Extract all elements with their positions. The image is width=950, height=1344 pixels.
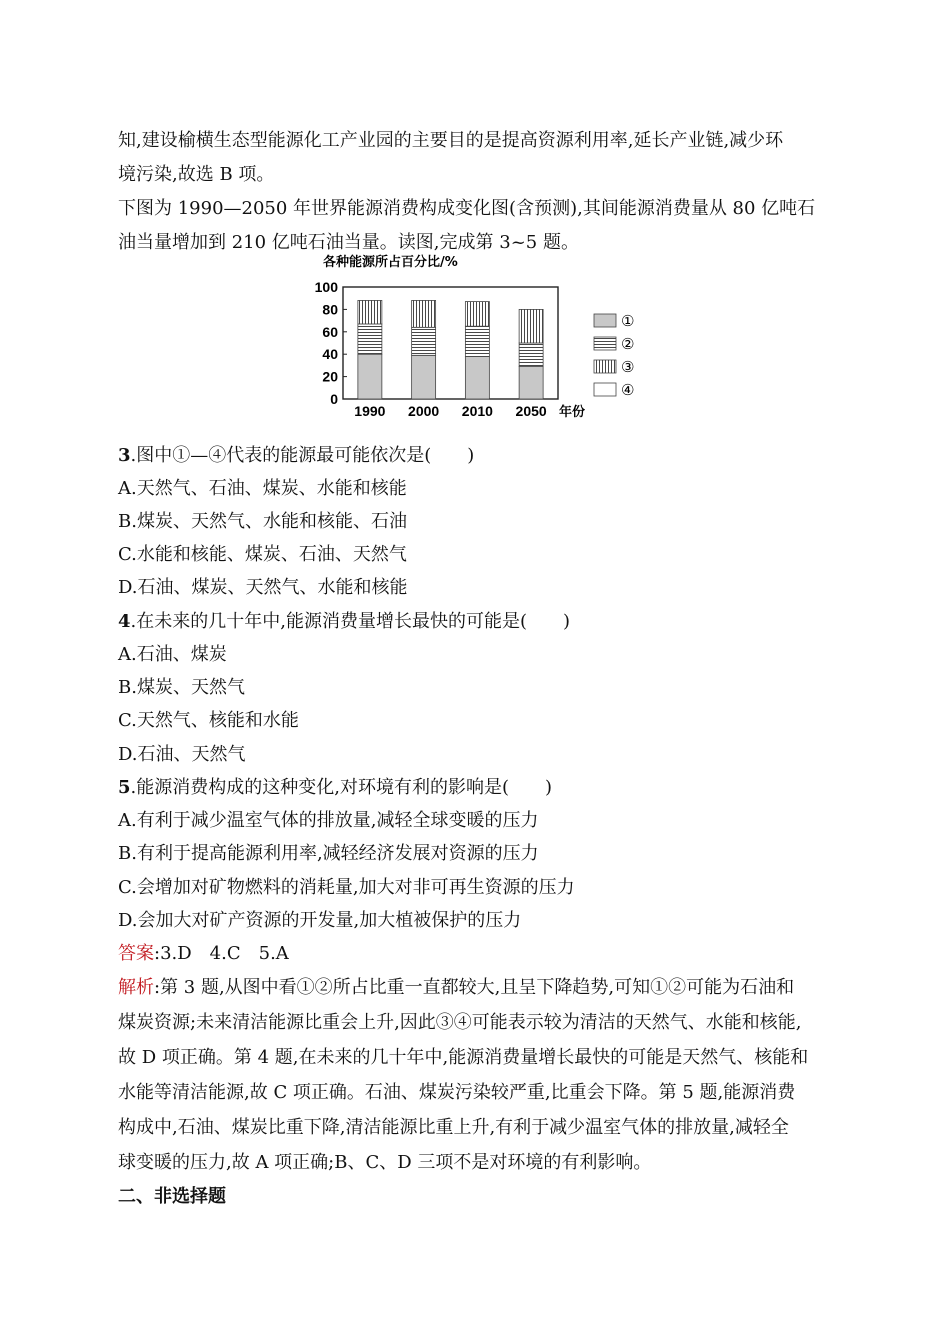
intro-line-4: 油当量增加到 210 亿吨石油当量。读图,完成第 3~5 题。 [118,232,579,253]
q4-option-d: D.石油、天然气 [118,744,246,765]
q3-option-d: D.石油、煤炭、天然气、水能和核能 [118,577,408,598]
q5-option-a: A.有利于减少温室气体的排放量,减轻全球变暖的压力 [118,810,539,831]
legend-swatch-2 [594,337,616,350]
analysis-line-3: 故 D 项正确。第 4 题,在未来的几十年中,能源消费量增长最快的可能是天然气、核能和 [118,1047,809,1068]
q4-option-b: B.煤炭、天然气 [118,677,245,698]
bar-segment-2 [465,326,489,356]
analysis-line-1 [118,975,794,1001]
analysis-line-4: 水能等清洁能源,故 C 项正确。石油、煤炭污染较严重,比重会下降。第 5 题,能源消费 [118,1082,796,1103]
x-axis-label: 年份 [559,405,586,420]
q3-number: 3 [118,445,131,466]
bar-segment-1 [358,354,382,399]
q5-option-b: B.有利于提高能源利用率,减轻经济发展对资源的压力 [118,843,539,864]
legend-swatch-4 [594,383,616,396]
chart-title: 各种能源所占百分比/% [323,255,458,270]
q3-option-a: A.天然气、石油、煤炭、水能和核能 [118,478,407,499]
q4-stem [118,609,570,635]
bar-segment-2 [358,324,382,354]
x-tick-label: 2050 [515,403,547,419]
analysis-label: 解析 [118,977,154,998]
q5-option-d: D.会加大对矿产资源的开发量,加大植被保护的压力 [118,910,522,931]
legend-label-2: ② [621,335,635,353]
bar-segment-3 [412,300,436,327]
answer-label: 答案 [118,943,154,964]
q5-text: .能源消费构成的这种变化,对环境有利的影响是( ) [130,777,553,798]
intro-line-1: 知,建设榆横生态型能源化工产业园的主要目的是提高资源利用率,延长产业链,减少环 [118,130,784,151]
legend-label-1: ① [621,312,635,330]
y-tick-label: 80 [322,301,338,318]
q3-text: .图中①—④代表的能源最可能依次是( ) [130,445,475,466]
analysis-line-6: 球变暖的压力,故 A 项正确;B、C、D 三项不是对环境的有利影响。 [118,1152,652,1173]
x-tick-label: 1990 [354,403,386,419]
bar-segment-1 [519,367,543,399]
x-tick-label: 2010 [461,403,493,419]
y-tick-label: 60 [322,323,338,340]
analysis-line-5: 构成中,石油、煤炭比重下降,清洁能源比重上升,有利于减少温室气体的排放量,减轻全 [118,1117,789,1138]
q4-number: 4 [118,611,131,632]
bar-segment-3 [519,309,543,343]
legend-label-4: ④ [621,381,635,399]
intro-line-2: 境污染,故选 B 项。 [118,164,275,185]
analysis-line-2: 煤炭资源;未来清洁能源比重会上升,因此③④可能表示较为清洁的天然气、水能和核能, [118,1012,802,1033]
bar-segment-2 [519,343,543,367]
q4-option-a: A.石油、煤炭 [118,644,227,665]
x-tick-label: 2000 [408,403,440,419]
q5-number: 5 [118,777,131,798]
y-tick-label: 100 [314,279,338,295]
bar-segment-1 [412,355,436,399]
bar-segment-1 [465,356,489,399]
q4-text: .在未来的几十年中,能源消费量增长最快的可能是( ) [130,611,571,632]
q3-option-b: B.煤炭、天然气、水能和核能、石油 [118,511,407,532]
bar-segment-3 [465,302,489,327]
answer-text: :3.D 4.C 5.A [154,943,289,964]
legend-label-3: ③ [621,358,635,376]
y-tick-label: 20 [322,368,338,385]
bar-segment-3 [358,300,382,324]
answer-line [118,941,289,967]
section-title: 二、非选择题 [118,1186,226,1207]
y-tick-label: 40 [322,346,338,363]
energy-consumption-chart [305,254,665,424]
y-tick-label: 0 [330,391,338,407]
bar-segment-2 [412,327,436,355]
analysis-text-1: :第 3 题,从图中看①②所占比重一直都较大,且呈下降趋势,可知①②可能为石油和 [154,977,795,998]
q4-option-c: C.天然气、核能和水能 [118,710,299,731]
q5-option-c: C.会增加对矿物燃料的消耗量,加大对非可再生资源的压力 [118,877,575,898]
legend-swatch-1 [594,314,616,327]
intro-line-3: 下图为 1990—2050 年世界能源消费构成变化图(含预测),其间能源消费量从 80 亿吨石 [118,198,816,219]
q3-option-c: C.水能和核能、煤炭、石油、天然气 [118,544,407,565]
q3-stem [118,443,474,469]
legend-swatch-3 [594,360,616,373]
q5-stem [118,775,552,801]
